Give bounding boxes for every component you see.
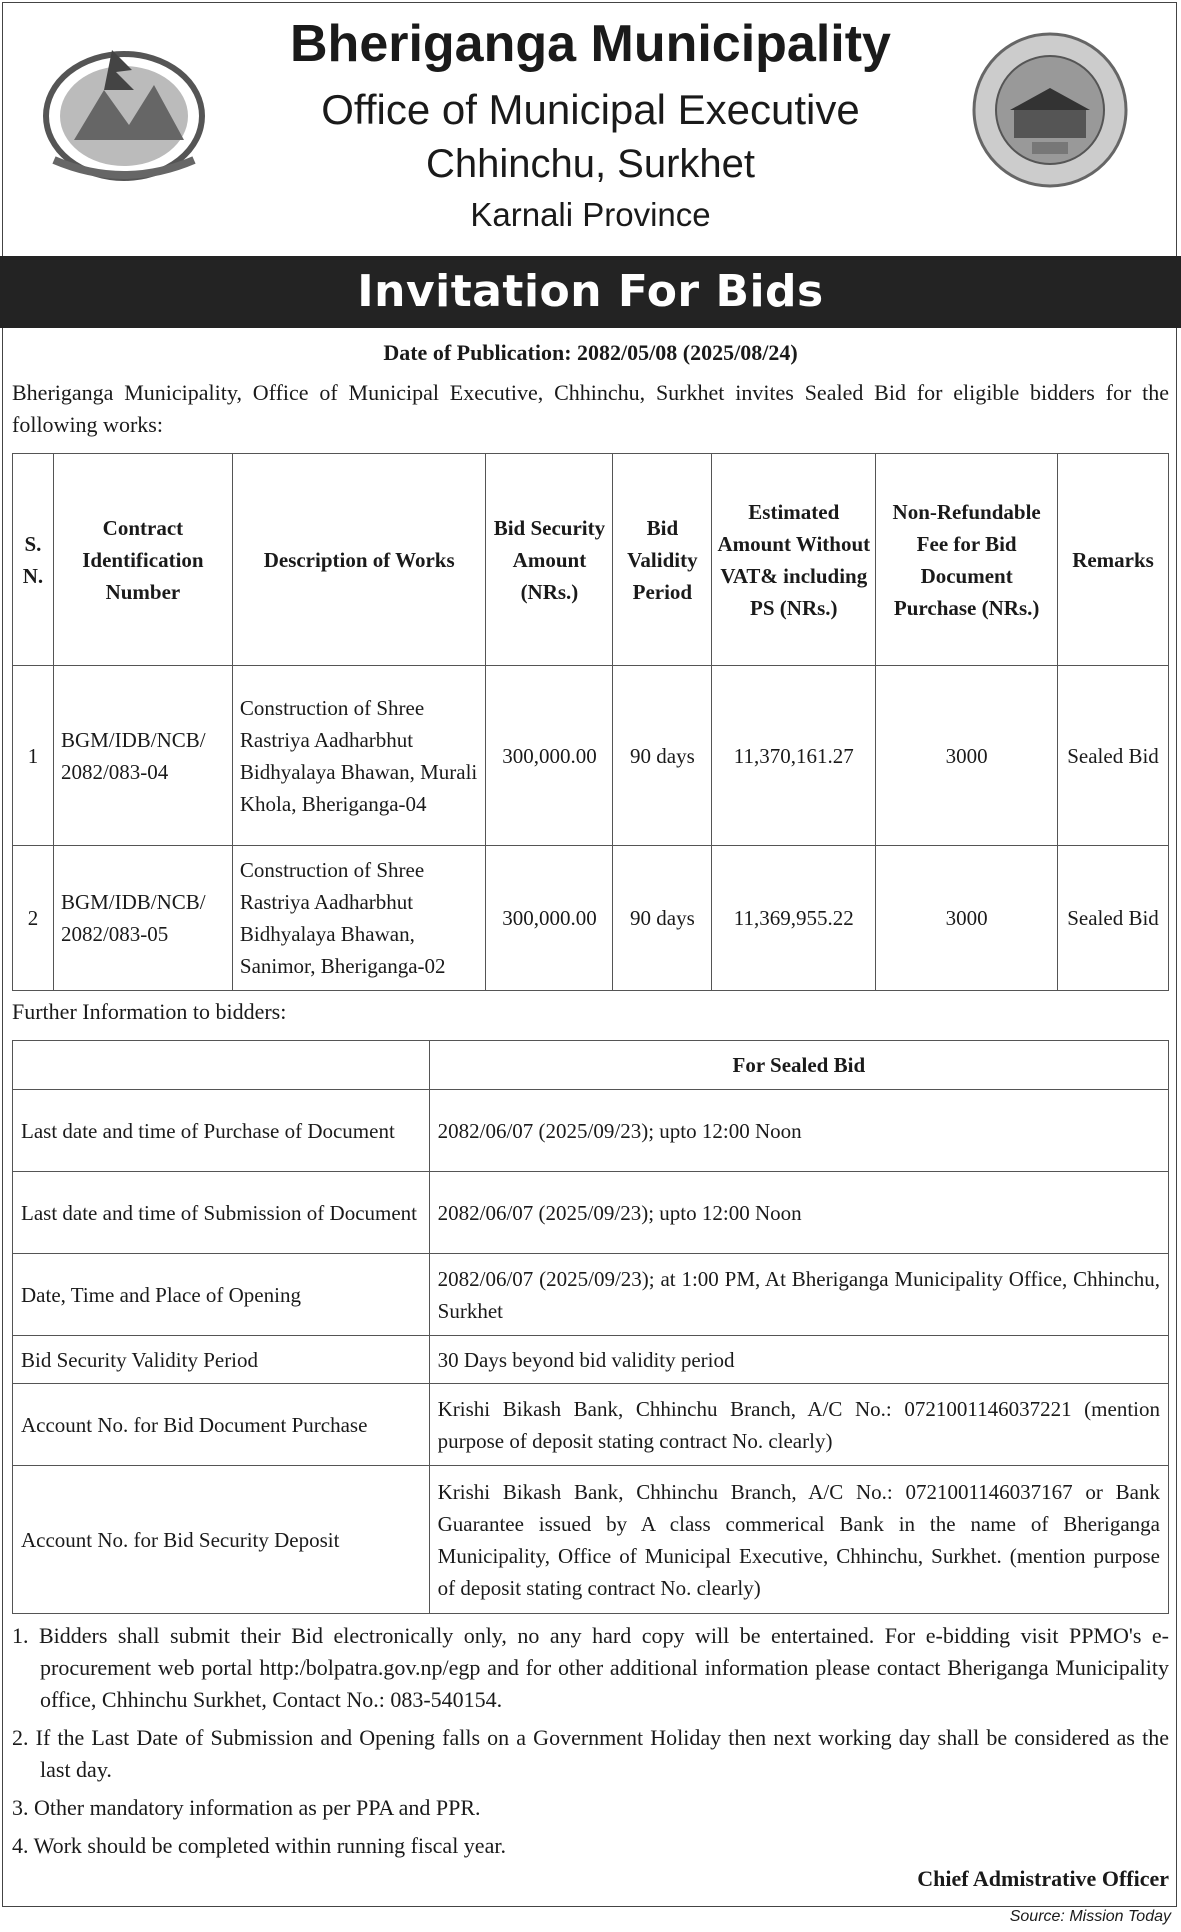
- cell-remarks: Sealed Bid: [1058, 846, 1169, 991]
- col-header-bid-security: Bid Security Amount (NRs.): [486, 454, 613, 666]
- office-location: Chhinchu, Surkhet: [425, 142, 756, 186]
- cell-sn: 1: [13, 666, 54, 846]
- table-row: [13, 1254, 1169, 1336]
- col-header-fee: Non-Refundable Fee for Bid Document Purchase (NRs.): [876, 454, 1058, 666]
- table-row: [13, 1336, 1169, 1384]
- info-label: Last date and time of Purchase of Document: [13, 1090, 430, 1172]
- office-name: Office of Municipal Executive: [321, 86, 860, 133]
- cell-bid-security: 300,000.00: [486, 666, 613, 846]
- col-header-remarks: Remarks: [1058, 454, 1169, 666]
- signatory-title: Chief Admistrative Officer: [917, 1866, 1169, 1891]
- cell-estimated: 11,370,161.27: [712, 666, 876, 846]
- cell-contract-id: BGM/IDB/NCB/ 2082/083-04: [53, 666, 232, 846]
- cell-sn: 2: [13, 846, 54, 991]
- source-credit: Source: Mission Today: [1009, 1908, 1171, 1925]
- info-value: 2082/06/07 (2025/09/23); upto 12:00 Noon: [429, 1090, 1168, 1172]
- table-row: [13, 1172, 1169, 1254]
- table-row: [13, 1090, 1169, 1172]
- works-table-header-row: [13, 454, 1169, 666]
- publication-date: Date of Publication: 2082/05/08 (2025/08/24): [383, 340, 798, 365]
- note-item: 1. Bidders shall submit their Bid electronically only, no any hard copy will be entertained. For e-bidding visit PPMO's e-procurement web portal http:/bolpatra.gov.np/egp and for other additional information please contact Bheriganga Municipality office, Chhinchu Surkhet, Contact No.: 083-540154.: [12, 1623, 1169, 1712]
- col-header-estimated: Estimated Amount Without VAT& including PS (NRs.): [712, 454, 876, 666]
- cell-bid-security: 300,000.00: [486, 846, 613, 991]
- notice-banner: Invitation For Bids: [0, 256, 1181, 328]
- cell-fee: 3000: [876, 846, 1058, 991]
- info-value: 2082/06/07 (2025/09/23); at 1:00 PM, At Bheriganga Municipality Office, Chhinchu, Surkhet: [429, 1254, 1168, 1336]
- note-item: 2. If the Last Date of Submission and Opening falls on a Government Holiday then next working day shall be considered as the last day.: [12, 1725, 1169, 1782]
- notice-header: [0, 0, 1181, 255]
- further-info-header-row: [13, 1041, 1169, 1090]
- province-name: Karnali Province: [470, 196, 711, 233]
- cell-remarks: Sealed Bid: [1058, 666, 1169, 846]
- note-item: 4. Work should be completed within running fiscal year.: [12, 1833, 506, 1858]
- col-header-validity: Bid Validity Period: [613, 454, 712, 666]
- works-table: [12, 453, 1169, 991]
- info-value: 30 Days beyond bid validity period: [429, 1336, 1168, 1384]
- table-row: [13, 1384, 1169, 1466]
- cell-description: Construction of Shree Rastriya Aadharbhut Bidhyalaya Bhawan, Sanimor, Bheriganga-02: [232, 846, 486, 991]
- col-header-description: Description of Works: [232, 454, 486, 666]
- info-label: Account No. for Bid Document Purchase: [13, 1384, 430, 1466]
- cell-estimated: 11,369,955.22: [712, 846, 876, 991]
- empty-header-cell: [13, 1041, 430, 1090]
- note-item: 3. Other mandatory information as per PPA and PPR.: [12, 1795, 481, 1820]
- cell-validity: 90 days: [613, 666, 712, 846]
- further-info-table: [12, 1040, 1169, 1614]
- col-header-sealed-bid: For Sealed Bid: [429, 1041, 1168, 1090]
- further-info-title: Further Information to bidders:: [12, 999, 287, 1024]
- info-label: Bid Security Validity Period: [13, 1336, 430, 1384]
- table-row: [13, 1466, 1169, 1614]
- cell-fee: 3000: [876, 666, 1058, 846]
- intro-paragraph: Bheriganga Municipality, Office of Municipal Executive, Chhinchu, Surkhet invites Sealed Bid for eligible bidders for the following works:: [12, 380, 1169, 437]
- table-row: [13, 666, 1169, 846]
- table-row: [13, 846, 1169, 991]
- col-header-contract-id: Contract Identification Number: [53, 454, 232, 666]
- cell-description: Construction of Shree Rastriya Aadharbhut Bidhyalaya Bhawan, Murali Khola, Bheriganga-04: [232, 666, 486, 846]
- municipality-title: Bheriganga Municipality: [290, 15, 891, 73]
- info-value: Krishi Bikash Bank, Chhinchu Branch, A/C No.: 0721001146037221 (mention purpose of deposit stating contract No. clearly): [429, 1384, 1168, 1466]
- info-label: Account No. for Bid Security Deposit: [13, 1466, 430, 1614]
- info-value: 2082/06/07 (2025/09/23); upto 12:00 Noon: [429, 1172, 1168, 1254]
- info-value: Krishi Bikash Bank, Chhinchu Branch, A/C No.: 0721001146037167 or Bank Guarantee issued by A class commerical Bank in the name of Bheriganga Municipality, Office of Municipal Executive, Chhinchu, Surkhet. (mention purpose of deposit stating contract No. clearly): [429, 1466, 1168, 1614]
- cell-contract-id: BGM/IDB/NCB/ 2082/083-05: [53, 846, 232, 991]
- notes-list: [12, 1620, 1169, 1868]
- info-label: Date, Time and Place of Opening: [13, 1254, 430, 1336]
- cell-validity: 90 days: [613, 846, 712, 991]
- info-label: Last date and time of Submission of Document: [13, 1172, 430, 1254]
- col-header-sn: S. N.: [13, 454, 54, 666]
